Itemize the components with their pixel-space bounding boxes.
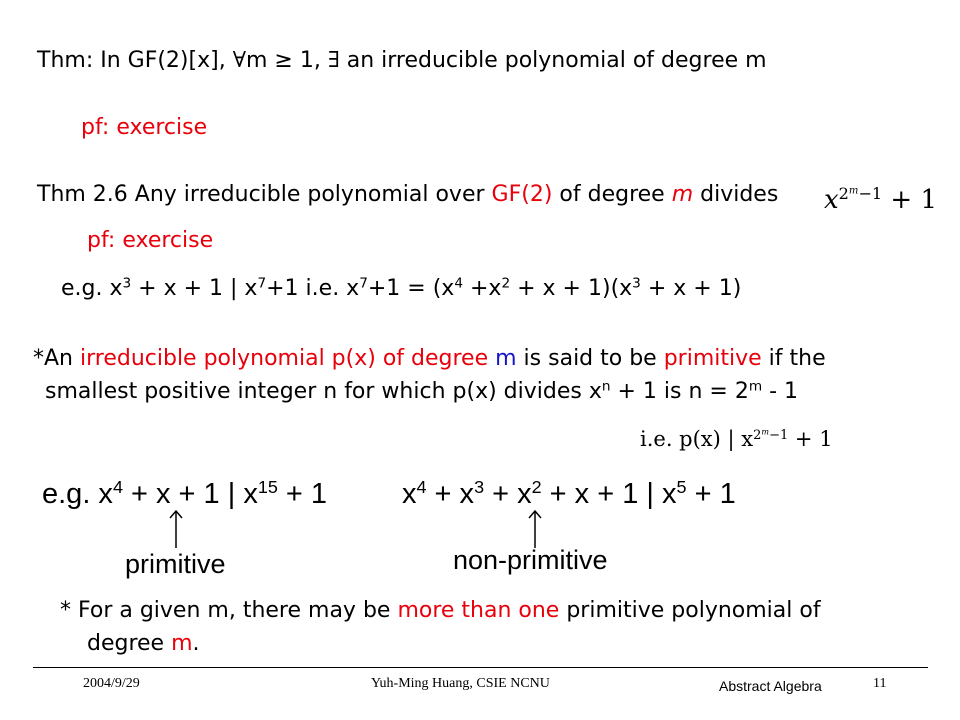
- eg2-h: + 1: [686, 478, 736, 510]
- proof-exercise-1: pf: exercise: [81, 115, 208, 140]
- thm-suffix: an irreducible polynomial of degree m: [339, 48, 767, 73]
- thm26-mid: of degree: [552, 182, 672, 207]
- eg2-exp15: 15: [257, 477, 278, 498]
- eg1-x2: +x: [463, 276, 502, 301]
- eg2-exp2: 2: [531, 477, 542, 498]
- label-non-primitive: non-primitive: [453, 545, 608, 575]
- def-exp-m: m: [748, 378, 763, 395]
- ie-formula-text: i.e. p(x) | x: [640, 427, 754, 451]
- arrow-non-primitive: [527, 508, 543, 548]
- eg1-tail: + x + 1): [640, 276, 742, 301]
- footer-rule: [33, 667, 928, 668]
- exists-symbol: ∃: [327, 48, 340, 73]
- def-tail1: if the: [761, 346, 826, 371]
- eg2-exp3: 3: [474, 477, 485, 498]
- example-non-primitive: [402, 478, 736, 511]
- eg1-exp4: 4: [454, 275, 463, 292]
- note-more-than-one: more than one: [397, 598, 560, 623]
- eg1-exp3b: 3: [632, 275, 641, 292]
- formula-exp-minus1: −1: [858, 184, 883, 204]
- formula-x: x: [824, 185, 839, 215]
- forall-symbol: ∀: [232, 48, 246, 73]
- label-primitive: primitive: [125, 549, 226, 579]
- example-factorization: [61, 276, 741, 301]
- eg2-f: + x: [484, 478, 532, 510]
- formula-exp-m: m: [848, 185, 859, 197]
- footer-page-number: 11: [873, 676, 887, 691]
- eg2-d: x: [402, 478, 417, 510]
- def-m: m: [495, 346, 517, 371]
- def-primitive: primitive: [663, 346, 762, 371]
- eg2-e: + x: [426, 478, 475, 510]
- eg2-exp4b: 4: [416, 477, 427, 498]
- eg1-lead: e.g. x: [61, 276, 123, 301]
- note-line1: [60, 598, 821, 623]
- primitive-definition-line1: [33, 346, 826, 371]
- formula-plus1: + 1: [882, 185, 937, 215]
- eg2-b: + x + 1 | x: [122, 478, 258, 510]
- footer-date: 2004/9/29: [83, 676, 140, 691]
- note-d: degree: [87, 631, 172, 656]
- example-primitive: [42, 478, 327, 511]
- ie-exp-m: m: [761, 427, 770, 437]
- note-a: * For a given m, there may be: [60, 598, 398, 623]
- eg1-mid: + x + 1 | x: [131, 276, 258, 301]
- footer-course: Abstract Algebra: [719, 678, 822, 694]
- eg2-g: + x + 1 | x: [541, 478, 677, 510]
- eg2-a: e.g. x: [42, 478, 113, 510]
- thm-prefix: Thm: In GF(2)[x],: [37, 48, 233, 73]
- def-said: is said to be: [516, 346, 664, 371]
- eg1-exp7: 7: [257, 275, 267, 292]
- def-star: *An: [33, 346, 80, 371]
- eg2-exp4: 4: [112, 477, 123, 498]
- eg2-exp5: 5: [676, 477, 687, 498]
- thm26-prefix: Thm 2.6 Any irreducible polynomial over: [37, 182, 492, 207]
- ie-exp-2: 2: [753, 427, 762, 443]
- eg1-exp2: 2: [501, 275, 511, 292]
- divides-formula: [824, 186, 937, 216]
- note-period: .: [192, 631, 200, 656]
- eg1-eq: +1 = (x: [367, 276, 455, 301]
- ie-formula: [640, 427, 833, 451]
- thm26-field: GF(2): [491, 182, 553, 207]
- formula-exp-2: 2: [838, 184, 849, 204]
- eg1-exp3: 3: [122, 275, 132, 292]
- footer-author: Yuh-Ming Huang, CSIE NCNU: [371, 676, 550, 691]
- theorem-existence: [37, 48, 767, 73]
- def-exp-n: n: [601, 378, 611, 395]
- note-line2: [87, 631, 200, 656]
- thm26-suffix: divides: [693, 182, 779, 207]
- ie-plus1: + 1: [788, 427, 833, 451]
- def-irreducible: irreducible polynomial p(x) of degree: [80, 346, 496, 371]
- eg1-mid5: + x + 1)(x: [510, 276, 633, 301]
- def-line2a: smallest positive integer n for which p(x) divides x: [45, 379, 602, 404]
- eg1-ie: +1 i.e. x: [266, 276, 360, 301]
- def-line2b: + 1 is n = 2: [610, 379, 749, 404]
- theorem-2-6: [37, 182, 778, 207]
- note-m: m: [171, 631, 193, 656]
- arrow-primitive: [168, 508, 184, 548]
- def-line2c: - 1: [762, 379, 799, 404]
- eg1-exp7b: 7: [359, 275, 368, 292]
- ie-exp-minus1: −1: [769, 427, 789, 443]
- primitive-definition-line2: [45, 379, 798, 404]
- eg2-c: + 1: [277, 478, 328, 510]
- thm26-m: m: [671, 182, 694, 207]
- note-c: primitive polynomial of: [559, 598, 821, 623]
- proof-exercise-2: pf: exercise: [87, 228, 214, 253]
- thm-mid: m ≥ 1,: [245, 48, 328, 73]
